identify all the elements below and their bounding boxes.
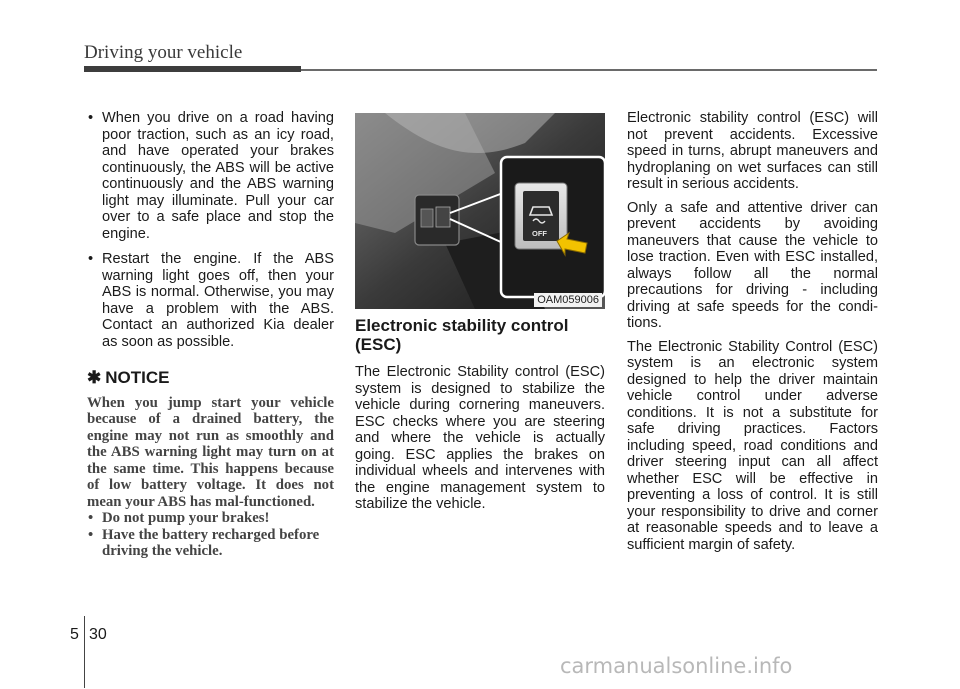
column-right	[627, 110, 878, 560]
esc-button-photo	[355, 113, 605, 309]
notice-paragraph: When you jump start your vehicle because of a drained battery, the engine may not run as smoothly and the ABS warning light may turn on at the same time. This happens because of low battery voltage. It does not mean your ABS has mal-functioned.	[87, 394, 334, 510]
page-number: 30	[89, 626, 107, 643]
running-header: Driving your vehicle	[84, 42, 243, 63]
header-rule-thin	[301, 69, 877, 71]
list-item: • When you drive on a road having poor traction, such as an icy road, and have operated your brakes continuously, the ABS will be active continuously and the ABS warning light may illuminate. Pull your car over to a safe place and stop the engine.	[87, 110, 334, 242]
notice-title: NOTICE	[105, 368, 170, 387]
section-number: 5	[70, 626, 79, 643]
column-middle	[355, 316, 605, 520]
watermark: carmanualsonline.info	[560, 654, 793, 678]
body-paragraph: Only a safe and attentive driver can prevent accidents by avoiding maneuvers that cause the vehicle to lose traction. Even with ESC installed, always follow all the normal precautions for driving - including driving at safe speeds for the condi-tions.	[627, 199, 878, 331]
dashboard-illustration	[355, 113, 605, 309]
body-paragraph: The Electronic Stability control (ESC) system is designed to stabilize the vehicle during cornering maneuvers. ESC checks where you are steering and where the vehicle is actually going. ESC applies the brakes on individual wheels and intervenes with the engine management system to stabilize the vehicle.	[355, 364, 605, 512]
notice-star-icon: ✱	[87, 368, 102, 387]
column-left	[87, 110, 334, 560]
footer-divider	[84, 616, 85, 688]
off-label: OFF	[532, 229, 547, 238]
section-heading: Electronic stability control (ESC)	[355, 316, 569, 354]
body-paragraph: The Electronic Stability Control (ESC) system is an electronic system designed to help the driver maintain vehicle control under adverse conditions. It is not a substitute for safe driving practices. Factors including speed, road conditions and driver steering input can all affect whether ESC will be effective in preventing a loss of control. It is still your responsibility to drive and corner at reasonable speeds and to leave a sufficient margin of safety.	[627, 338, 878, 553]
notice-list-item: • Have the battery recharged before driving the vehicle.	[87, 527, 334, 560]
body-paragraph: Electronic stability control (ESC) will not prevent accidents. Excessive speed in turns, abrupt maneuvers and hydroplaning on wet surfaces can still result in serious accidents.	[627, 110, 878, 192]
notice-list-item: • Do not pump your brakes!	[87, 510, 334, 527]
notice-body	[87, 395, 334, 560]
header-rule-thick	[84, 66, 301, 72]
notice-heading	[87, 370, 334, 387]
figure-code: OAM059006	[534, 293, 602, 307]
list-item: • Restart the engine. If the ABS warning light goes off, then your ABS is normal. Otherwise, you may have a problem with the ABS. Contact an authorized Kia dealer as soon as possible.	[87, 251, 334, 350]
